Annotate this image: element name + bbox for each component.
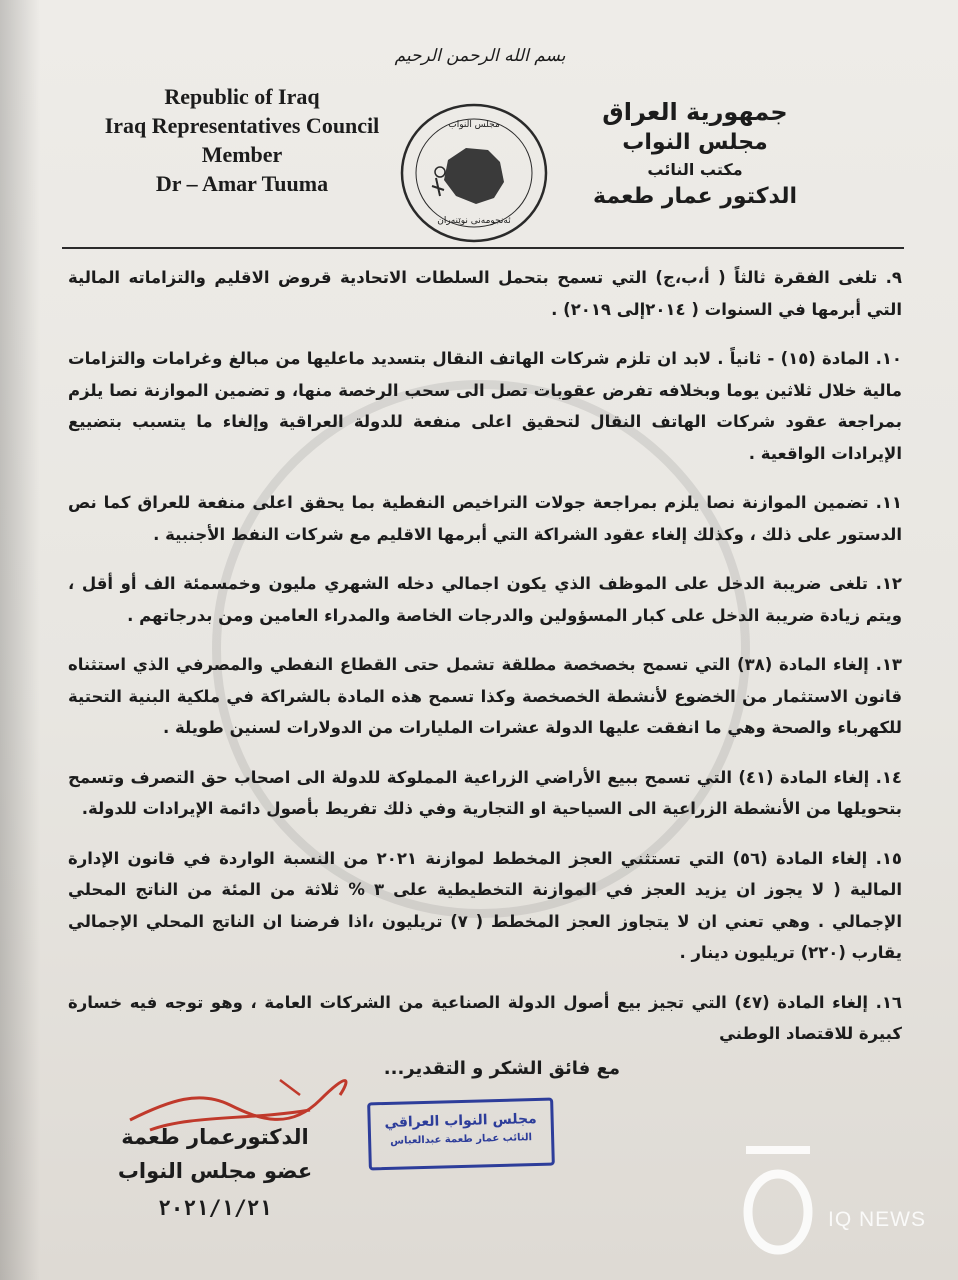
header-en-line3: Member <box>201 142 283 167</box>
signature-date: ٢٠٢١/١/٢١ <box>158 1196 272 1220</box>
signatory-name: الدكتورعمار طعمة <box>121 1125 309 1149</box>
parliament-seal <box>396 100 552 246</box>
iq-news-logo-text: IQ NEWS <box>828 1208 927 1231</box>
seal-bottom-text: ئەنجومەنی نوێنەران <box>437 216 511 226</box>
header-ar-line2: مجلس النواب <box>622 130 768 155</box>
header-arabic <box>580 96 810 212</box>
list-item: ١٦. إلغاء المادة (٤٧) التي تجيز بيع أصول الدولة الصناعية من الشركات العامة ، وهو توجه فيه خسارة كبيرة للاقتصاد الوطني <box>68 992 902 1043</box>
signature-block <box>90 1120 340 1228</box>
header-en-line4: Dr – Amar Tuuma <box>155 171 329 196</box>
header-divider <box>62 247 904 249</box>
header-en-line2: Iraq Representatives Council <box>104 113 380 138</box>
header-ar-line3: مكتب النائب <box>647 160 743 179</box>
page-shadow <box>0 0 40 1280</box>
document-body <box>68 262 902 1068</box>
header-ar-line4: الدكتور عمار طعمة <box>593 184 797 209</box>
stamp-line2: النائب عمار طعمة عبدالعباس <box>390 1132 533 1147</box>
list-item: ١٤. إلغاء المادة (٤١) التي تسمح ببيع الأراضي الزراعية المملوكة للدولة الى اصحاب حق التصرف وتسمح بتحويلها من الأنشطة الزراعية الى السياحية او التجارية وفي ذلك تفريط بأصول دائمة الإيرادات للدولة. <box>68 767 902 818</box>
list-item: ١٣. إلغاء المادة (٣٨) التي تسمح بخصخصة مطلقة تشمل حتى القطاع النفطي والمصرفي الذي استثناه قانون الاستثمار من الخضوع لأنشطة الخصخصة وكذا تسمح هذه المادة بالشراكة في ملكية البنية التحتية للكهرباء والصحة وهي ما انفقت عليها الدولة عشرات المليارات من الدولارات لسنين طويلة . <box>68 655 902 737</box>
signatory-title: عضو مجلس النواب <box>117 1159 313 1183</box>
list-item: ١٢. تلغى ضريبة الدخل على الموظف الذي يكون اجمالي دخله الشهري مليون وخمسمئة الف أو أقل ، ويتم زيادة ضريبة الدخل على كبار المسؤولين والدرجات الخاصة والمدراء العامين ومن بدرجاتهم . <box>68 574 902 625</box>
list-item: ٩. تلغى الفقرة ثالثاً ( أ،ب،ج) التي تسمح بتحمل السلطات الاتحادية قروض الاقليم والتزاماته المالية التي أبرمها في السنوات ( ٢٠١٤إلى ٢٠١٩) . <box>68 268 902 319</box>
header-english <box>92 82 392 198</box>
header-ar-line1: جمهورية العراق <box>602 98 788 126</box>
closing-line: مع فائق الشكر و التقدير... <box>383 1058 620 1079</box>
seal-top-text: مجلس النواب <box>448 120 500 130</box>
list-item: ١٠. المادة (١٥) - ثانياً . لابد ان تلزم شركات الهاتف النقال بتسديد ماعليها من مبالغ وغرامات والتزامات مالية خلال ثلاثين يوما وبخلافه تفرض عقوبات تصل الى سحب الرخصة منها، و تضمين الموازنة نصا يلزم بمراجعة عقود شركات الهاتف النقال لتحقيق اعلى منفعة للدولة العراقية وإلغاء ما يتسبب بتضييع الإيرادات الواقعية . <box>68 349 902 463</box>
official-stamp <box>367 1098 555 1171</box>
list-item: ١٥. إلغاء المادة (٥٦) التي تستثني العجز المخطط لموازنة ٢٠٢١ من النسبة الواردة في قانون الإدارة المالية ( لا يجوز ان يزيد العجز في الموازنة التخطيطية على ٣ % ثلاثة من المئة من الناتج المحلي الإجمالي . وهي تعني ان لا يتجاوز العجز المخطط ( ٧) تريليون ،اذا فرضنا ان الناتج المحلي الإجمالي يقارب (٢٢٠) تريليون دينار . <box>68 848 903 962</box>
header-en-line1: Republic of Iraq <box>164 84 320 109</box>
basmala: بسم الله الرحمن الرحيم <box>394 46 566 66</box>
list-item: ١١. تضمين الموازنة نصا يلزم بمراجعة جولات التراخيص النفطية بما يحقق اعلى منفعة للعراق كما نص الدستور على ذلك ، وكذلك إلغاء عقود الشراكة التي أبرمها الاقليم مع شركات النفط الأجنبية . <box>68 493 902 544</box>
stamp-line1: مجلس النواب العراقي <box>384 1111 537 1131</box>
iq-news-logo-icon <box>740 1138 816 1258</box>
